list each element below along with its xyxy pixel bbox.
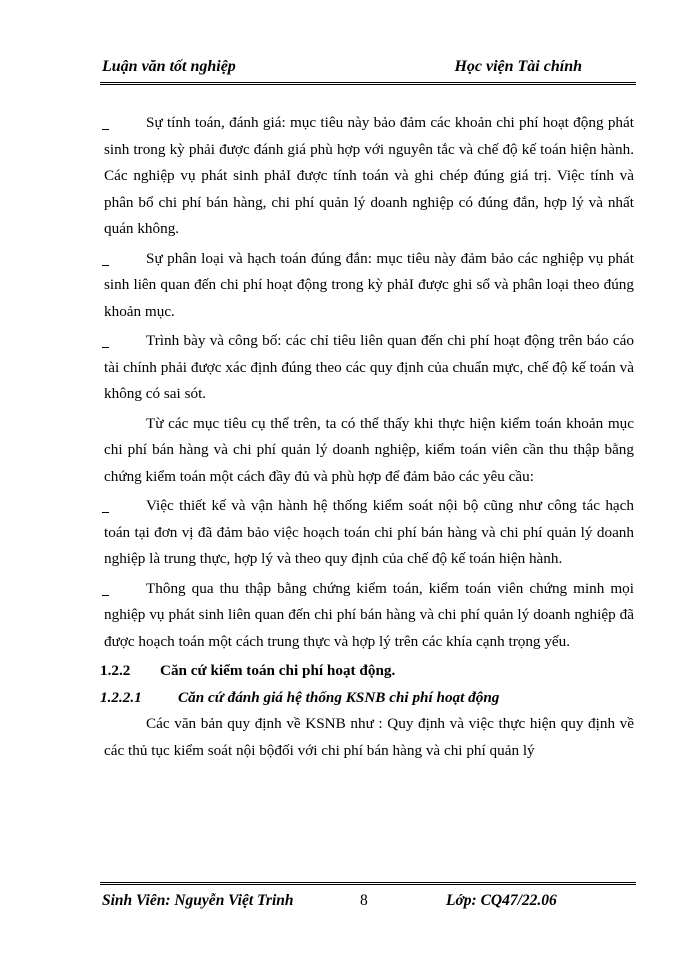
body-paragraph: Từ các mục tiêu cụ thể trên, ta có thể thấy khi thực hiện kiểm toán khoản mục chi phí bán hàng và chi phí quản lý doanh nghiệp, kiểm toán viên cần thu thập bằng chứng kiểm toán một cách đầy đủ và phù hợp để đảm bảo các yêu cầu: <box>104 414 634 485</box>
bullet-paragraph-4: Việc thiết kế và vận hành hệ thống kiểm soát nội bộ cũng như công tác hạch toán tại đơn vị đã đảm bảo việc hoạch toán chi phí bán hàng và chi phí quản lý doanh nghiệp là trung thực, hợp lý và theo quy định của chế độ kế toán hiện hành. <box>104 497 634 567</box>
institution-label: Học viện Tài chính <box>454 58 582 75</box>
subsection-title: Căn cứ đánh giá hệ thống KSNB chi phí hoạt động <box>178 688 500 706</box>
section-heading <box>100 658 634 685</box>
bullet-paragraph-1: Sự tính toán, đánh giá: mục tiêu này bảo đảm các khoản chi phí hoạt động phát sinh trong kỳ phải được đánh giá phù hợp với nguyên tắc và chế độ kế toán hiện hành. Các nghiệp vụ phát sinh phảI được tính toán và ghi chép đúng giá trị. Việc tính và phân bổ chi phí bán hàng, chi phí quản lý doanh nghiệp có đúng đắn, hợp lý và nhất quán không. <box>104 114 634 237</box>
final-paragraph: Các văn bản quy định về KSNB như : Quy định và việc thực hiện quy định về các thủ tục kiểm soát nội bộđối với chi phí bán hàng và chi phí quản lý <box>104 715 634 759</box>
page-number: 8 <box>360 892 368 909</box>
footer-rule <box>100 882 636 885</box>
section-title: Căn cứ kiểm toán chi phí hoạt động. <box>160 662 396 679</box>
section-number: 1.2.2 <box>100 662 131 679</box>
bullet-paragraph-2: Sự phân loại và hạch toán đúng đắn: mục tiêu này đảm bảo các nghiệp vụ phát sinh liên quan đến chi phí hoạt động trong kỳ phảI được ghi sổ và phân loại theo đúng khoản mục. <box>104 249 634 320</box>
student-name: Sinh Viên: Nguyễn Việt Trinh <box>102 892 294 909</box>
page-body <box>100 110 634 767</box>
page-header <box>100 58 636 80</box>
class-code: Lớp: CQ47/22.06 <box>446 892 557 909</box>
header-rule <box>100 82 636 85</box>
page-footer <box>100 892 636 914</box>
subsection-heading <box>100 685 634 712</box>
subsection-number: 1.2.2.1 <box>100 688 142 706</box>
bullet-paragraph-5: Thông qua thu thập bằng chứng kiểm toán, kiểm toán viên chứng minh mọi nghiệp vụ phát sinh liên quan đến chi phí bán hàng và chi phí quản lý doanh nghiệp đã được hoạch toán một cách trung thực và hợp lý trên các khía cạnh trọng yếu. <box>104 579 634 650</box>
bullet-paragraph-3: Trình bày và công bố: các chỉ tiêu liên quan đến chi phí hoạt động trên báo cáo tài chính phải được xác định đúng theo các quy định của chuẩn mực, chế độ kế toán và không có sai sót. <box>104 332 634 402</box>
thesis-label: Luận văn tốt nghiệp <box>102 58 236 75</box>
